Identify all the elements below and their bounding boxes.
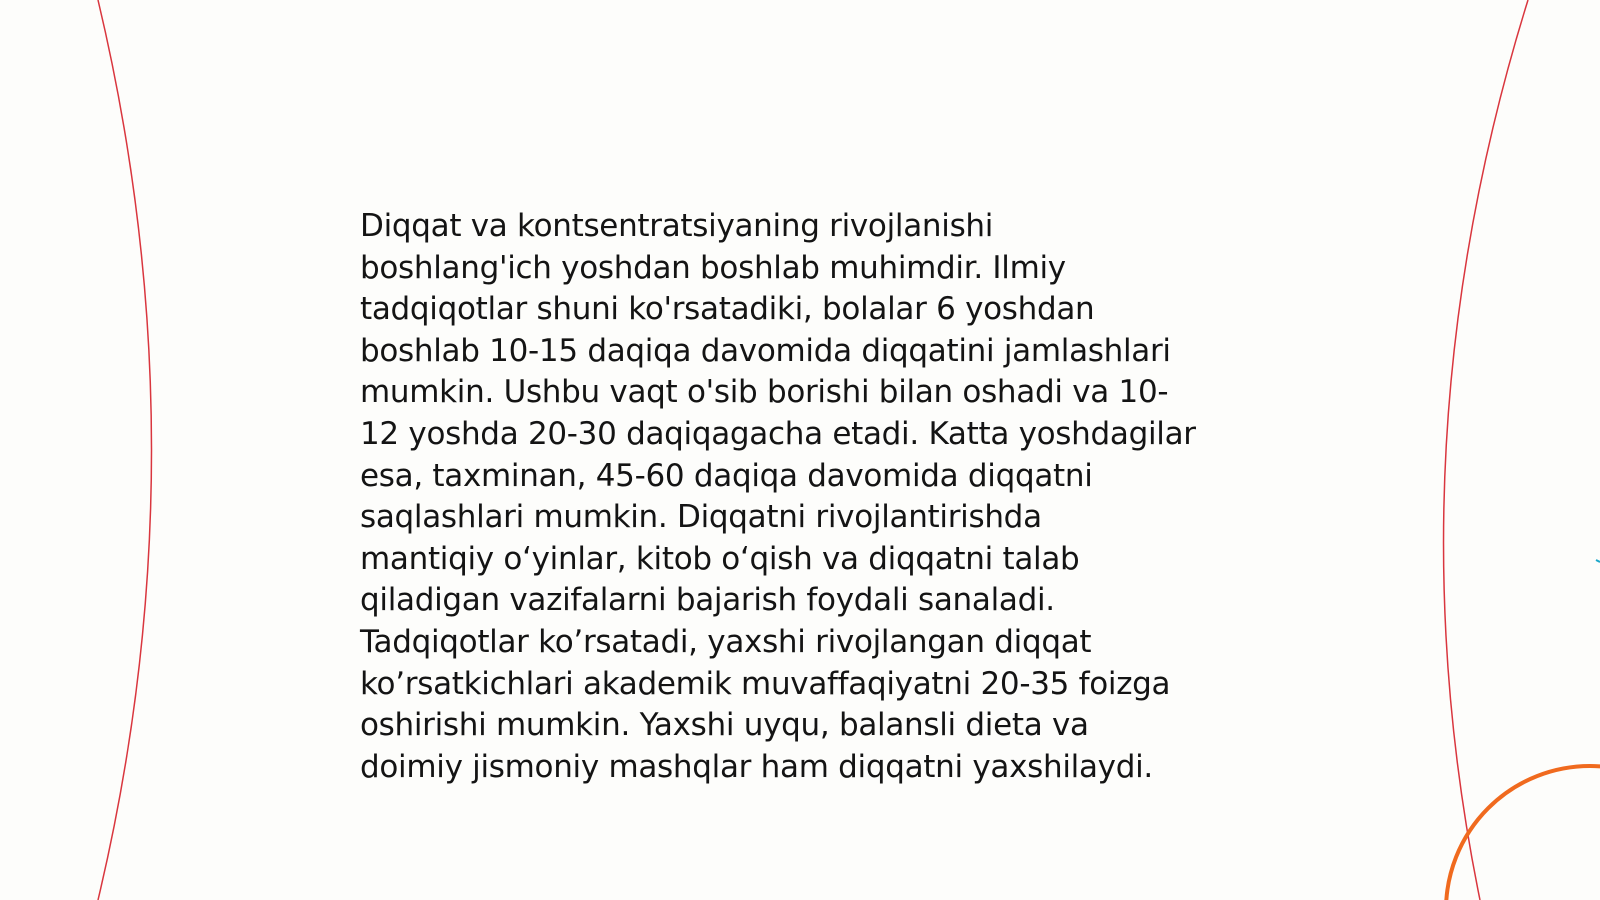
paragraph-line: doimiy jismoniy mashqlar ham diqqatni yaxshilaydi. (360, 748, 1153, 785)
paragraph-line: ko’rsatkichlari akademik muvaffaqiyatni 20-35 foizga (360, 665, 1171, 702)
paragraph-line: mumkin. Ushbu vaqt o'sib borishi bilan oshadi va 10- (360, 374, 1169, 411)
right-curve-line (1444, 0, 1528, 900)
orange-arc (1446, 766, 1600, 900)
paragraph-line: saqlashlari mumkin. Diqqatni rivojlantirishda (360, 499, 1042, 536)
paragraph-line: Tadqiqotlar ko’rsatadi, yaxshi rivojlangan diqqat (360, 623, 1092, 660)
paragraph-line: oshirishi mumkin. Yaxshi uyqu, balansli dieta va (360, 707, 1089, 744)
paragraph-line: tadqiqotlar shuni ko'rsatadiki, bolalar 6 yoshdan (360, 291, 1095, 328)
paragraph-line: Diqqat va kontsentratsiyaning rivojlanishi (360, 208, 994, 244)
left-curve-line (98, 0, 152, 900)
body-paragraph (360, 206, 1260, 788)
teal-accent-mark (1596, 560, 1600, 562)
paragraph-line: mantiqiy o‘yinlar, kitob o‘qish va diqqatni talab (360, 540, 1080, 577)
paragraph-line: qiladigan vazifalarni bajarish foydali sanaladi. (360, 582, 1055, 619)
paragraph-line: boshlang'ich yoshdan boshlab muhimdir. Ilmiy (360, 249, 1066, 286)
paragraph-line: esa, taxminan, 45-60 daqiqa davomida diqqatni (360, 457, 1093, 494)
paragraph-line: boshlab 10-15 daqiqa davomida diqqatini jamlashlari (360, 332, 1171, 369)
paragraph-line: 12 yoshda 20-30 daqiqagacha etadi. Katta yoshdagilar (360, 415, 1196, 452)
